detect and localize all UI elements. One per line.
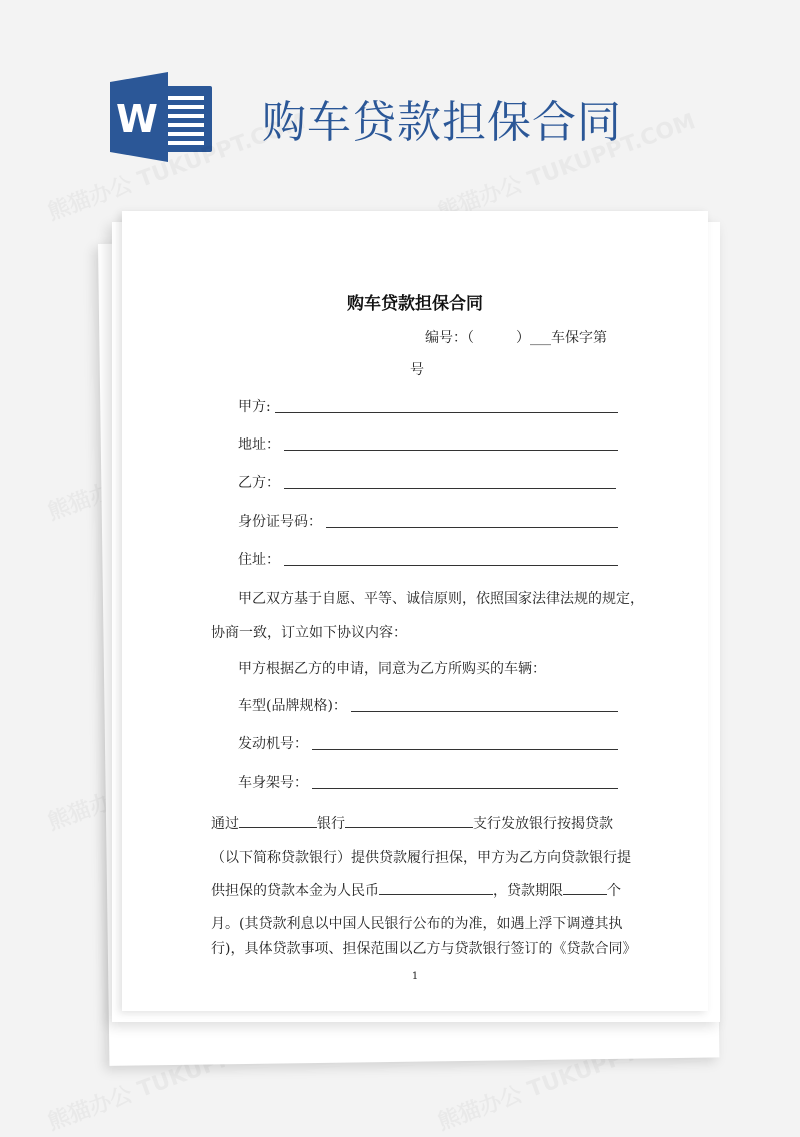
paragraph-line: 月。(其贷款利息以中国人民银行公布的为准，如遇上浮下调遵其执 <box>211 916 623 932</box>
branch-name-blank[interactable] <box>345 815 473 828</box>
party-a-address-field[interactable] <box>238 434 618 454</box>
text: 支行发放银行按揭贷款 <box>473 816 613 832</box>
fill-line[interactable] <box>326 526 618 528</box>
fill-line[interactable] <box>351 710 618 712</box>
vehicle-model-field[interactable] <box>238 695 618 715</box>
paragraph-line: 甲乙双方基于自愿、平等、诚信原则，依照国家法律法规的规定， <box>238 591 644 607</box>
header <box>0 0 800 200</box>
field-label: 地址： <box>238 437 280 453</box>
party-a-field[interactable] <box>238 396 618 416</box>
fill-line[interactable] <box>284 449 618 451</box>
chassis-number-field[interactable] <box>238 772 618 792</box>
text: 个 <box>607 883 621 899</box>
paragraph-line: 协商一致，订立如下协议内容： <box>211 625 407 641</box>
document-title: 购车贷款担保合同 <box>347 294 483 314</box>
party-b-address-field[interactable] <box>238 549 618 569</box>
field-label: 车型(品牌规格)： <box>238 698 347 714</box>
field-label: 住址： <box>238 552 280 568</box>
loan-amount-blank[interactable] <box>379 882 493 895</box>
loan-term-blank[interactable] <box>563 882 607 895</box>
field-label: 乙方： <box>238 475 280 491</box>
paragraph-line: （以下简称贷款银行）提供贷款履行担保，甲方为乙方向贷款银行提 <box>211 850 631 866</box>
text: 通过 <box>211 816 239 832</box>
bank-name-blank[interactable] <box>239 815 317 828</box>
id-number-field[interactable] <box>238 511 618 531</box>
fill-line[interactable] <box>312 748 618 750</box>
field-label: 车身架号： <box>238 775 308 791</box>
paragraph-line: 行)，具体贷款事项、担保范围以乙方与贷款银行签订的《贷款合同》 <box>211 941 637 957</box>
contract-number-line: 编号：（ ）___车保字第 <box>425 330 607 346</box>
paragraph-line <box>211 813 613 833</box>
word-document-icon <box>110 72 215 162</box>
text: 银行 <box>317 816 345 832</box>
fill-line[interactable] <box>284 564 618 566</box>
field-label: 甲方: <box>238 399 271 415</box>
fill-line[interactable] <box>275 411 618 413</box>
text: 供担保的贷款本金为人民币 <box>211 883 379 899</box>
page-number: 1 <box>411 971 419 982</box>
field-label: 身份证号码： <box>238 514 322 530</box>
party-b-field[interactable] <box>238 472 618 492</box>
contract-number-suffix: 号 <box>410 362 424 378</box>
fill-line[interactable] <box>312 787 618 789</box>
engine-number-field[interactable] <box>238 733 618 753</box>
fill-line[interactable] <box>284 487 616 489</box>
field-label: 发动机号： <box>238 736 308 752</box>
header-title: 购车贷款担保合同 <box>262 97 622 148</box>
svg-text:W: W <box>116 97 158 141</box>
paragraph-line: 甲方根据乙方的申请，同意为乙方所购买的车辆： <box>238 661 546 677</box>
text: ，贷款期限 <box>493 883 563 899</box>
paragraph-line <box>211 880 621 900</box>
document-page <box>122 211 708 1011</box>
